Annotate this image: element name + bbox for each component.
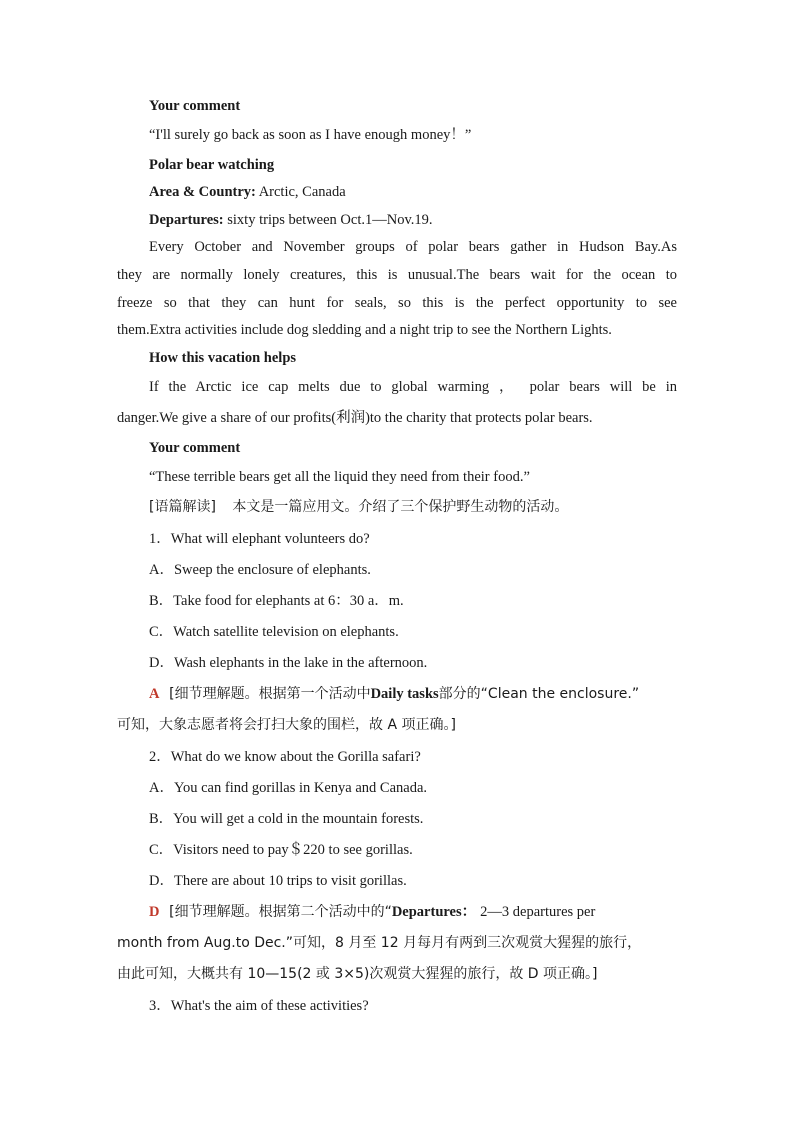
option-d: D．There are about 10 trips to visit gorillas. [149,873,407,889]
comment-heading: Your comment [149,98,241,114]
option-c: C．Visitors need to pay＄220 to see gorillas. [149,842,413,858]
comment-text: “These terrible bears get all the liquid they need from their food.” [149,469,530,485]
paragraph-line: them.Extra activities include dog sledding and a night trip to see the Northern Lights. [117,322,612,338]
helps-heading: How this vacation helps [149,350,297,366]
explanation-keyword: Departures： [391,904,477,920]
answer-letter: A [149,686,160,702]
explanation-line [149,687,639,702]
option-a: A．Sweep the enclosure of elephants. [149,562,371,578]
discourse-analysis [149,500,568,514]
question-stem: 3．What's the aim of these activities? [149,998,369,1014]
explanation-text: [细节理解题。根据第一个活动中 [169,686,371,702]
question-stem: 1．What will elephant volunteers do? [149,531,370,547]
helps-line: If the Arctic ice cap melts due to global warming ， polar bears will be in [149,379,677,395]
departures-value: sixty trips between Oct.1—Nov.19. [227,212,433,228]
comment-text: “I'll surely go back as soon as I have enough money！” [149,127,472,143]
comment-heading: Your comment [149,440,241,456]
explanation-line: 可知，大象志愿者将会打扫大象的围栏，故 A 项正确。] [117,717,456,733]
explanation-text: 2—3 departures per [480,904,596,920]
helps-line: danger.We give a share of our profits(利润)to the charity that protects polar bears. [117,410,593,426]
paragraph-line: freeze so that they can hunt for seals, so this is the perfect opportunity to see [117,295,677,311]
explanation-text: [细节理解题。根据第二个活动中的“ [169,904,392,920]
paragraph-line: Every October and November groups of polar bears gather in Hudson Bay.As [149,239,677,255]
analysis-label: [语篇解读] [149,499,216,515]
option-a: A．You can find gorillas in Kenya and Canada. [149,780,427,796]
option-b: B．You will get a cold in the mountain forests. [149,811,424,827]
explanation-text: 部分的“Clean the enclosure.” [438,686,640,702]
analysis-text: 本文是一篇应用文。介绍了三个保护野生动物的活动。 [232,499,569,515]
answer-letter: D [149,904,160,920]
explanation-keyword: Daily tasks [370,686,439,702]
question-stem: 2．What do we know about the Gorilla safari? [149,749,421,765]
section-title: Polar bear watching [149,157,275,173]
paragraph-line: they are normally lonely creatures, this is unusual.The bears wait for the ocean to [117,267,677,283]
option-c: C．Watch satellite television on elephants. [149,624,399,640]
explanation-line [149,905,595,920]
option-d: D．Wash elephants in the lake in the afternoon. [149,655,428,671]
departures-line [149,213,433,228]
area-label: Area & Country: [149,184,256,200]
area-line [149,185,346,200]
departures-label: Departures: [149,212,224,228]
option-b: B．Take food for elephants at 6：30 a．m. [149,593,404,609]
area-value: Arctic, Canada [258,184,346,200]
explanation-line: 由此可知，大概共有 10—15(2 或 3×5)次观赏大猩猩的旅行，故 D 项正确。] [117,966,598,982]
explanation-line: month from Aug.to Dec.”可知，8 月至 12 月每月有两到三次观赏大猩猩的旅行， [117,935,642,951]
